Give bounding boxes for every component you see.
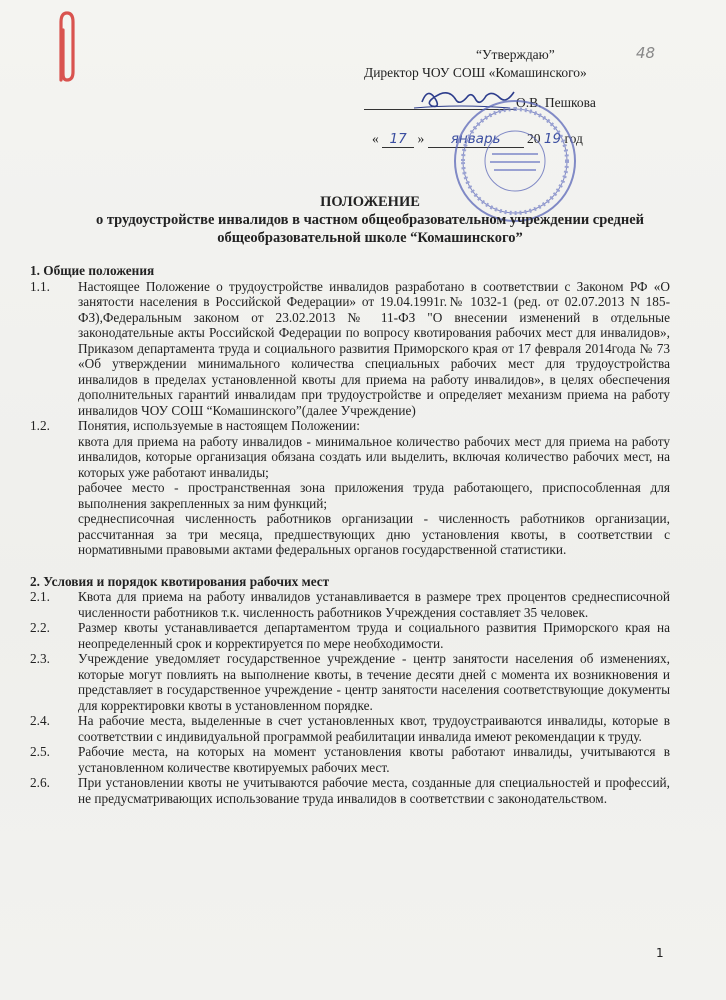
clause-text: Понятия, используемые в настоящем Положении:: [78, 418, 360, 433]
clause-number: 2.1.: [30, 589, 50, 604]
clause-1-1: [30, 279, 670, 419]
document-body: [30, 263, 670, 806]
date-quote-open: «: [372, 131, 379, 146]
paperclip-icon: [55, 10, 77, 86]
clause-text: При установлении квоты не учитываются рабочие места, созданные для специальностей и профессий, не предусматривающих использование труда инвалидов в соответствии с законодательством.: [78, 775, 670, 806]
document-subtitle-line1: о трудоустройстве инвалидов в частном общеобразовательном учреждении средней: [95, 212, 645, 228]
clause-text: Размер квоты устанавливается департаментом труда и социального развития Приморского края на неопределенный срок и корректируется по мере необходимости.: [78, 620, 670, 651]
clause-2-2: [30, 620, 670, 651]
definition-quota: квота для приема на работу инвалидов - минимальное количество рабочих мест для приема на работу инвалидов, которые организация обязана создать или выделить, включая количество рабочих мест, на которых уже работают инвалиды;: [78, 433, 670, 480]
date-year: 19: [543, 131, 562, 147]
clause-number: 2.6.: [30, 775, 50, 790]
page-number: 1: [656, 946, 664, 960]
clause-number: 1.1.: [30, 278, 50, 294]
clause-number: 2.5.: [30, 744, 50, 759]
clause-number: 2.3.: [30, 651, 50, 666]
handwritten-page-mark: 48: [636, 44, 656, 62]
clause-2-5: [30, 744, 670, 775]
clause-1-2: [30, 418, 670, 434]
document-title: ПОЛОЖЕНИЕ: [320, 194, 420, 210]
clause-2-1: [30, 589, 670, 620]
clause-text: На рабочие места, выделенные в счет установленных квот, трудоустраиваются инвалиды, которые в соответствии с индивидуальной программой реабилитации инвалида имеют рекомендации к труду.: [78, 713, 670, 744]
definition-workplace: рабочее место - пространственная зона приложения труда работающего, приспособленная для выполнения закрепленных за ним функций;: [78, 480, 670, 511]
clause-2-3: [30, 651, 670, 713]
clause-2-6: [30, 775, 670, 806]
section1-heading: 1. Общие положения: [30, 263, 155, 278]
date-month: январь: [428, 131, 524, 148]
date-year-suffix: год: [564, 131, 583, 146]
section2-heading: 2. Условия и порядок квотирования рабочих мест: [30, 573, 330, 589]
clause-text: Рабочие места, на которых на момент установления квоты работают инвалиды, учитываются в установленном количестве квотируемых рабочих мест.: [78, 744, 670, 775]
document-subtitle-line2: общеобразовательной школе “Комашинского”: [217, 230, 523, 246]
clause-number: 1.2.: [30, 418, 50, 433]
clause-2-4: [30, 713, 670, 744]
clause-text: Настоящее Положение о трудоустройстве инвалидов разработано в соответствии с Законом РФ «О занятости населения в Российской Федерации» от 19.04.1991г.№ 1032-1 (ред. от 02.07.2013 N 185-ФЗ),Федеральным законом от 23.02.2013 № 11-ФЗ "О внесении изменений в отдельные законодательные акты Российской Федерации по вопросу квотирования рабочих мест для инвалидов», Приказом департамента труда и социального развития Приморского края от 17 февраля 2014года № 73 «Об утверждении минимального количества специальных рабочих мест для трудоустройства инвалидов в пределах установленной квоты для приема на работу инвалидов», в целях обеспечения дополнительных гарантий инвалидам при трудоустройстве и определяет механизм приема на работу инвалидов ЧОУ СОШ “Комашинского”(далее Учреждение): [78, 278, 670, 418]
date-year-prefix: 20: [527, 131, 541, 146]
date-quote-close: »: [417, 131, 425, 146]
clause-number: 2.4.: [30, 713, 50, 728]
clause-text: Квота для приема на работу инвалидов устанавливается в размере трех процентов среднесписочной численности работников т.к. численность работников Учреждения составляет 35 человек.: [78, 589, 670, 620]
definition-headcount: среднесписочная численность работников организации - численность работников организации, рассчитанная за три месяца, предшествующих дню установления квоты, в соответствии с нормативными правовыми актами федеральных органов государственной статистики.: [78, 511, 670, 557]
approval-position: Директор ЧОУ СОШ «Комашинского»: [364, 65, 587, 80]
approval-heading: “Утверждаю”: [476, 47, 555, 62]
clause-text: Учреждение уведомляет государственное учреждение - центр занятости населения об изменениях, которые могут повлиять на выполнение квоты, в течение десяти дней с момента их возникновения и представляет в государственное учреждение - центр занятости населения соответствующие документы для корректировки квоты в установленном порядке.: [78, 651, 670, 713]
date-day: 17: [382, 131, 414, 148]
clause-number: 2.2.: [30, 620, 50, 635]
approval-signatory: О.В. Пешкова: [516, 95, 596, 110]
